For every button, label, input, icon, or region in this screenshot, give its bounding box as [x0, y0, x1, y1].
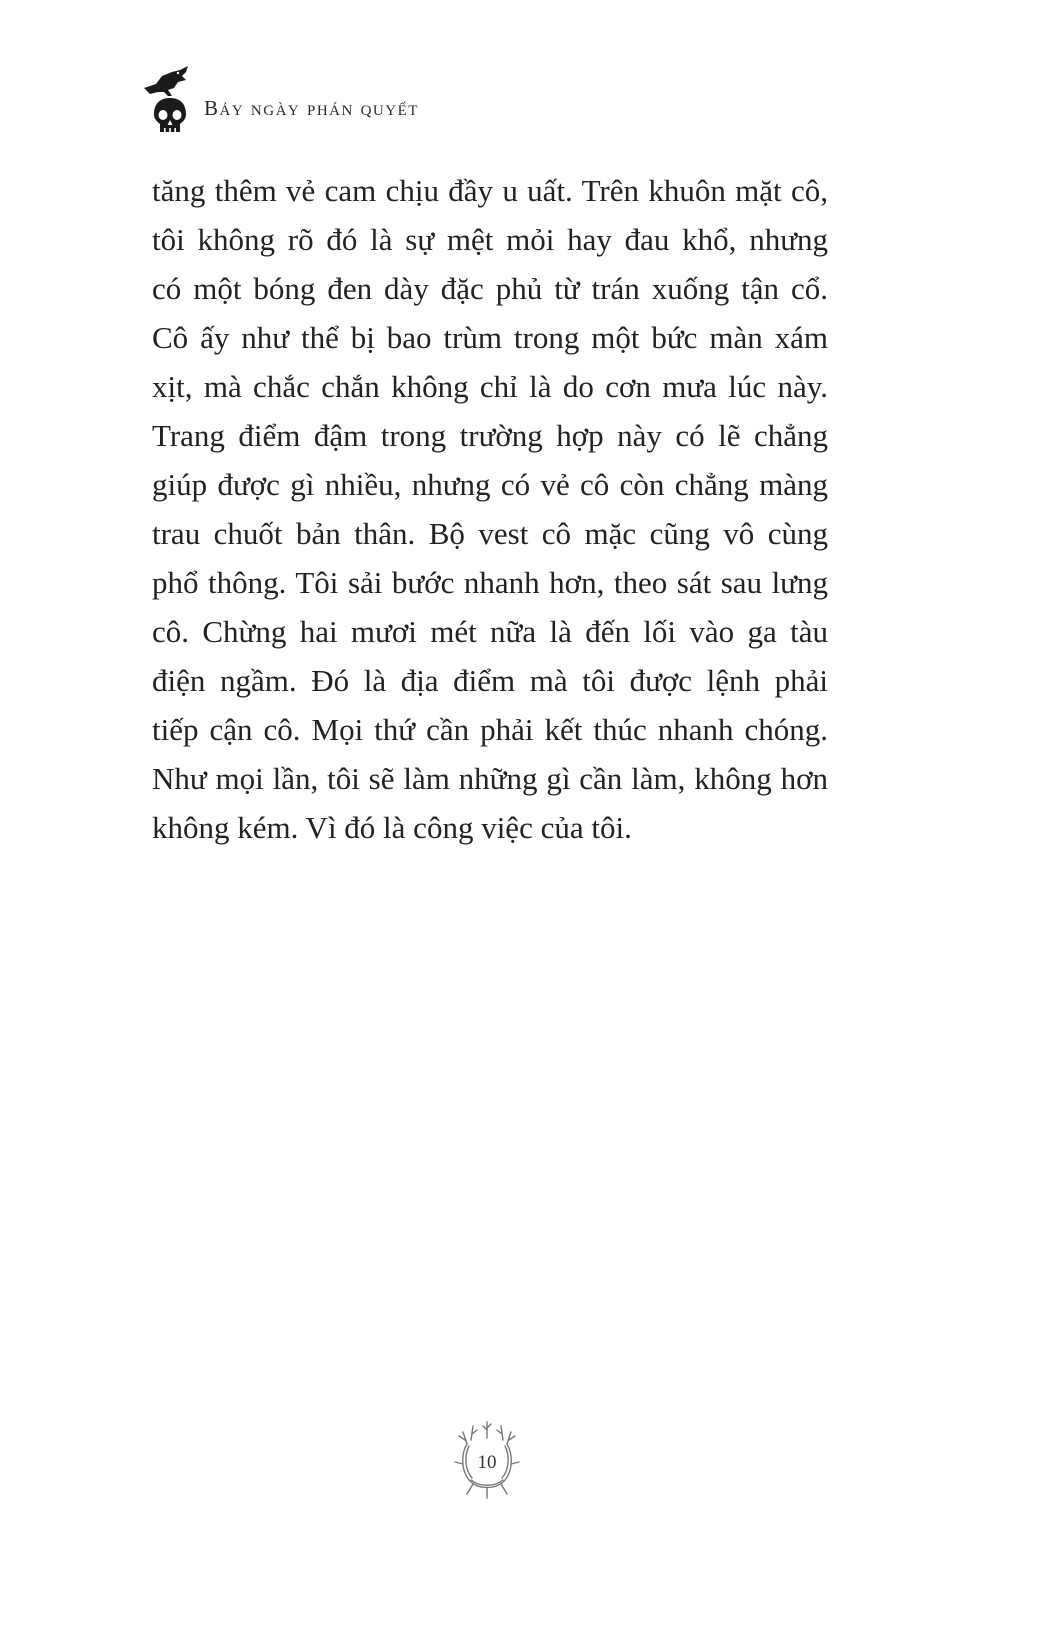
text-line: trau chuốt bản thân. Bộ vest cô mặc cũng vô cùng — [152, 516, 828, 551]
text-line: có một bóng đen dày đặc phủ từ trán xuống tận cổ. — [152, 271, 828, 306]
text-line: tôi không rõ đó là sự mệt mỏi hay đau khổ, nhưng — [152, 222, 828, 257]
text-line: điện ngầm. Đó là địa điểm mà tôi được lệnh phải — [152, 663, 828, 698]
text-line: không kém. Vì đó là công việc của tôi. — [152, 810, 632, 845]
raven-on-skull-icon — [142, 64, 198, 136]
page-number: 10 — [477, 1452, 497, 1473]
text-line: giúp được gì nhiều, nhưng có vẻ cô còn chẳng màng — [152, 467, 828, 502]
text-line: xịt, mà chắc chắn không chỉ là do cơn mưa lúc này. — [152, 369, 828, 404]
page-header — [142, 64, 742, 144]
text-line: Trang điểm đậm trong trường hợp này có lẽ chẳng — [152, 418, 828, 453]
page-folio — [451, 1414, 523, 1500]
text-line: tiếp cận cô. Mọi thứ cần phải kết thúc nhanh chóng. — [152, 712, 828, 747]
text-line: Cô ấy như thể bị bao trùm trong một bức màn xám — [152, 320, 828, 355]
body-paragraph — [152, 166, 828, 852]
text-line: Như mọi lần, tôi sẽ làm những gì cần làm, không hơn — [152, 761, 828, 796]
text-line: phổ thông. Tôi sải bước nhanh hơn, theo sát sau lưng — [152, 565, 828, 600]
running-head-title: Bảy ngày phán quyết — [204, 96, 419, 120]
text-line: tăng thêm vẻ cam chịu đầy u uất. Trên khuôn mặt cô, — [152, 173, 828, 208]
text-line: cô. Chừng hai mươi mét nữa là đến lối vào ga tàu — [152, 614, 828, 649]
